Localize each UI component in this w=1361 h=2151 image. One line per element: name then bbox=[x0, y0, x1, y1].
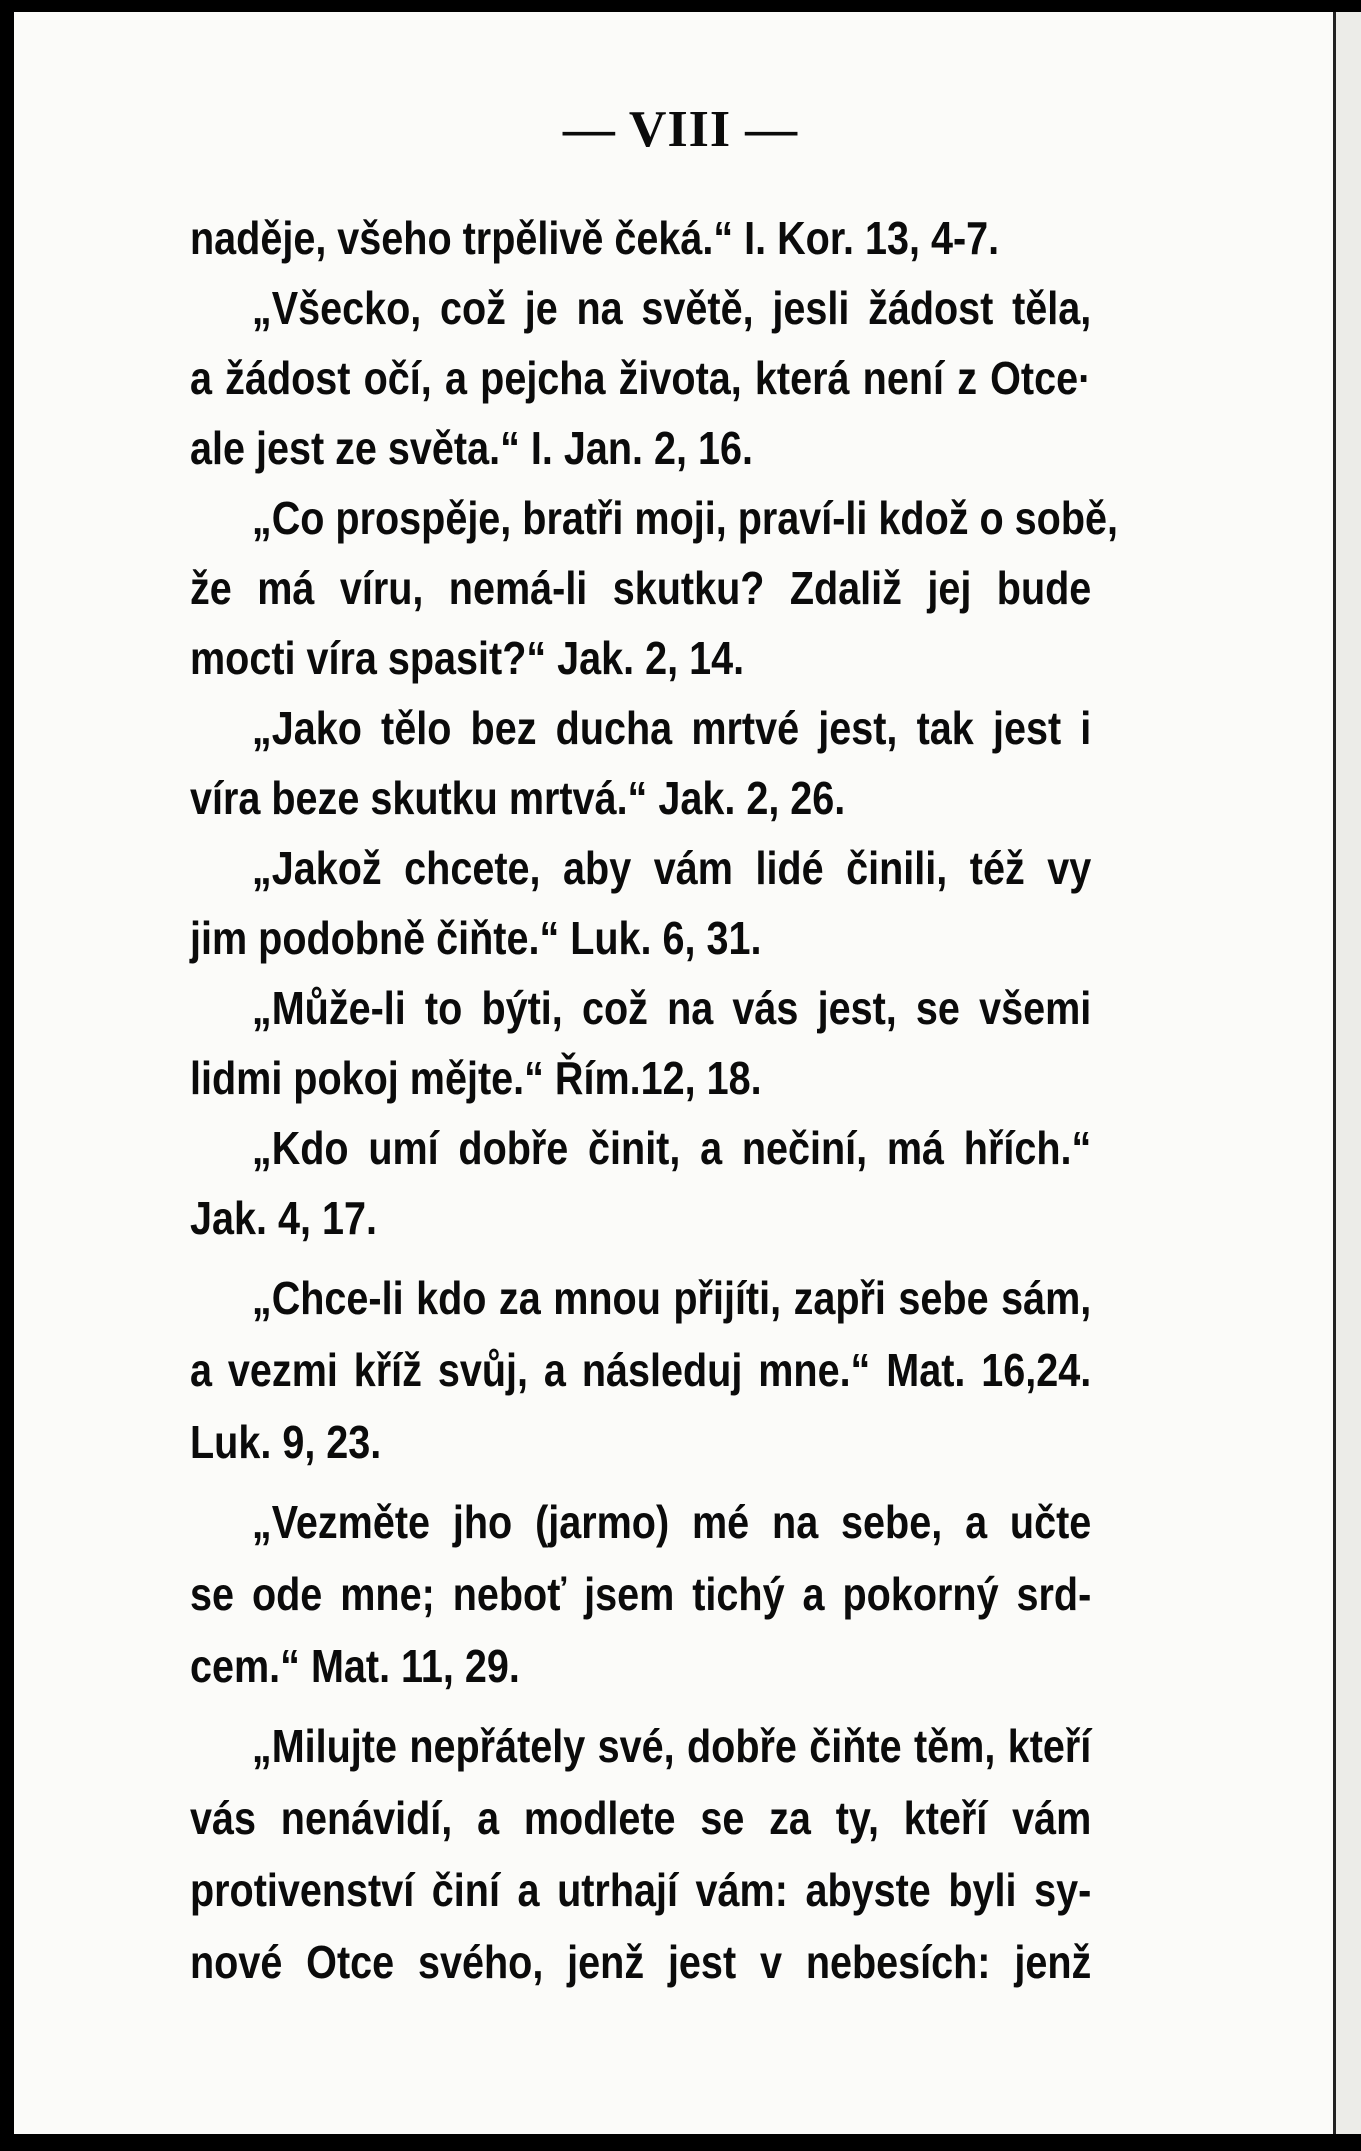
text-line-3: a žádost očí, a pejcha života, která není z Otce· bbox=[190, 352, 1092, 404]
text-line-2: „Všecko, což je na světě, jesli žádost těla, bbox=[251, 282, 1092, 334]
text-line-4: ale jest ze světa.“ I. Jan. 2, 16. bbox=[190, 422, 753, 474]
text-line-19: „Vezměte jho (jarmo) mé na sebe, a učte bbox=[251, 1496, 1092, 1548]
text-line-17: a vezmi kříž svůj, a následuj mne.“ Mat. 16,24. bbox=[190, 1344, 1092, 1396]
text-line-7: mocti víra spasit?“ Jak. 2, 14. bbox=[190, 632, 745, 684]
page-number: — VIII — bbox=[562, 101, 799, 158]
text-line-10: „Jakož chcete, aby vám lidé činili, též vy bbox=[251, 842, 1092, 894]
text-line-22: „Milujte nepřátely své, dobře čiňte těm, kteří bbox=[251, 1720, 1092, 1772]
text-line-12: „Může-li to býti, což na vás jest, se všemi bbox=[251, 982, 1092, 1034]
text-line-18: Luk. 9, 23. bbox=[190, 1416, 382, 1468]
text-line-13: lidmi pokoj mějte.“ Řím.12, 18. bbox=[190, 1052, 762, 1104]
text-line-25: nové Otce svého, jenž jest v nebesích: jenž bbox=[190, 1936, 1092, 1988]
text-line-24: protivenství činí a utrhají vám: abyste byli sy- bbox=[190, 1864, 1092, 1916]
text-line-15: Jak. 4, 17. bbox=[190, 1192, 377, 1244]
page-edge bbox=[1336, 12, 1361, 2134]
text-line-5: „Co prospěje, bratři moji, praví-li kdož o sobě, bbox=[251, 492, 1118, 544]
text-line-16: „Chce-li kdo za mnou přijíti, zapři sebe sám, bbox=[251, 1272, 1092, 1324]
text-line-11: jim podobně čiňte.“ Luk. 6, 31. bbox=[190, 912, 762, 964]
text-line-21: cem.“ Mat. 11, 29. bbox=[190, 1640, 520, 1692]
text-line-6: že má víru, nemá-li skutku? Zdaliž jej bude bbox=[190, 562, 1092, 614]
text-line-20: se ode mne; neboť jsem tichý a pokorný srd- bbox=[190, 1568, 1092, 1620]
text-line-23: vás nenávidí, a modlete se za ty, kteří vám bbox=[190, 1792, 1092, 1844]
text-line-9: víra beze skutku mrtvá.“ Jak. 2, 26. bbox=[190, 772, 846, 824]
text-line-1: naděje, všeho trpělivě čeká.“ I. Kor. 13, 4-7. bbox=[190, 212, 1000, 264]
text-line-8: „Jako tělo bez ducha mrtvé jest, tak jest i bbox=[251, 702, 1092, 754]
text-line-14: „Kdo umí dobře činit, a nečiní, má hřích.“ bbox=[251, 1122, 1092, 1174]
